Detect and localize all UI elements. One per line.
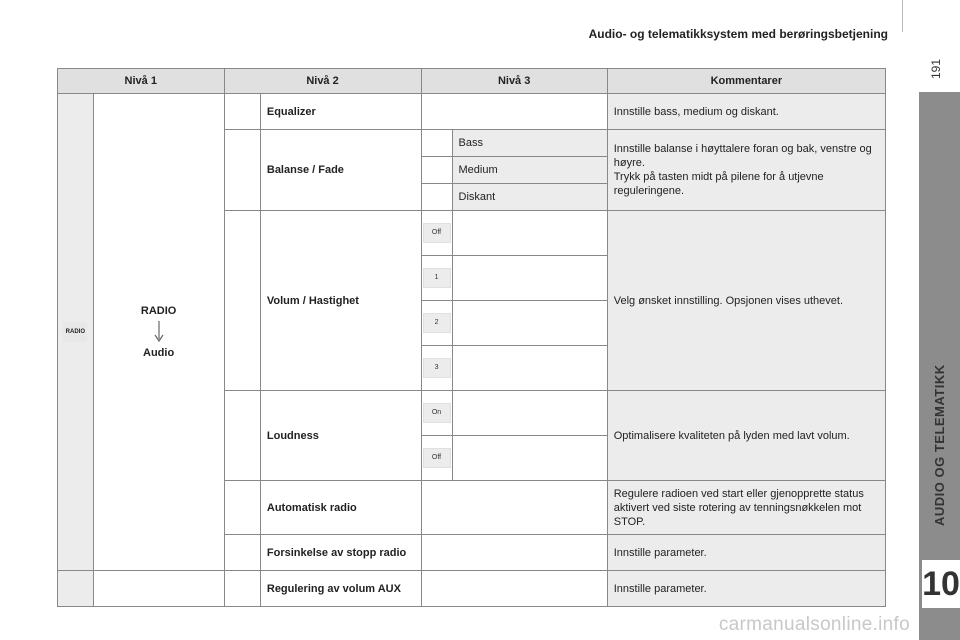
- volume-option-badge: 2: [423, 313, 451, 333]
- blank-cell: [93, 571, 224, 607]
- loudness-option-badge-cell: [421, 391, 452, 436]
- level1-title: RADIO: [140, 305, 177, 317]
- blank-cell: [452, 391, 607, 436]
- auto-radio-name: Automatisk radio: [260, 481, 421, 535]
- blank-cell: [421, 535, 607, 571]
- blank-cell: [421, 157, 452, 184]
- blank-cell: [224, 571, 260, 607]
- level1-subtitle: Audio: [143, 347, 175, 359]
- balance-option: Bass: [452, 130, 607, 157]
- balance-option: Diskant: [452, 184, 607, 211]
- blank-cell: [452, 211, 607, 256]
- aux-comment: Innstille parameter.: [607, 571, 885, 607]
- table-row: [58, 571, 886, 607]
- blank-cell: [421, 184, 452, 211]
- blank-cell: [421, 130, 452, 157]
- blank-cell: [224, 535, 260, 571]
- loudness-comment: Optimalisere kvaliteten på lyden med lavt volum.: [607, 391, 885, 481]
- blank-cell: [421, 571, 607, 607]
- arrow-down-icon: [154, 321, 164, 343]
- page-number: 191: [928, 58, 943, 80]
- blank-cell: [224, 130, 260, 211]
- volume-comment: Velg ønsket innstilling. Opsjonen vises uthevet.: [607, 211, 885, 391]
- delay-comment: Innstille parameter.: [607, 535, 885, 571]
- volume-name: Volum / Hastighet: [260, 211, 421, 391]
- blank-cell: [452, 436, 607, 481]
- header-level-3: Nivå 3: [421, 69, 607, 94]
- chapter-number: 10: [922, 560, 960, 608]
- page-header-title: Audio- og telematikksystem med berøringsbetjening: [588, 27, 888, 41]
- volume-option-badge: 1: [423, 268, 451, 288]
- aux-name: Regulering av volum AUX: [260, 571, 421, 607]
- settings-table: [57, 68, 886, 607]
- watermark: carmanualsonline.info: [718, 614, 910, 635]
- loudness-option-badge: On: [423, 403, 451, 423]
- balance-name: Balanse / Fade: [260, 130, 421, 211]
- volume-option-badge-cell: [421, 211, 452, 256]
- blank-cell: [421, 481, 607, 535]
- loudness-option-badge-cell: [421, 436, 452, 481]
- balance-comment: Innstille balanse i høyttalere foran og bak, venstre og høyre. Trykk på tasten midt på pilene for å utjevne reguleringene.: [607, 130, 885, 211]
- equalizer-name: Equalizer: [260, 94, 421, 130]
- table-header-row: [58, 69, 886, 94]
- volume-option-badge-cell: [421, 346, 452, 391]
- balance-option: Medium: [452, 157, 607, 184]
- blank-cell: [58, 571, 94, 607]
- blank-cell: [452, 256, 607, 301]
- table-row: [58, 94, 886, 130]
- volume-option-badge: 3: [423, 358, 451, 378]
- delay-name: Forsinkelse av stopp radio: [260, 535, 421, 571]
- level1-title-cell: [93, 94, 224, 571]
- equalizer-level3-empty: [421, 94, 607, 130]
- radio-icon: RADIO: [63, 322, 87, 342]
- volume-option-badge: Off: [423, 223, 451, 243]
- blank-cell: [452, 346, 607, 391]
- loudness-option-badge: Off: [423, 448, 451, 468]
- volume-option-badge-cell: [421, 256, 452, 301]
- blank-cell: [452, 301, 607, 346]
- blank-cell: [224, 211, 260, 391]
- blank-cell: [224, 94, 260, 130]
- auto-radio-comment: Regulere radioen ved start eller gjenopprette status aktivert ved siste rotering av tenningsnøkkelen mot STOP.: [607, 481, 885, 535]
- equalizer-comment: Innstille bass, medium og diskant.: [607, 94, 885, 130]
- loudness-name: Loudness: [260, 391, 421, 481]
- header-divider: [902, 0, 903, 32]
- blank-cell: [224, 391, 260, 481]
- header-level-1: Nivå 1: [58, 69, 225, 94]
- level1-icon-cell: [58, 94, 94, 571]
- volume-option-badge-cell: [421, 301, 452, 346]
- chapter-label: AUDIO OG TELEMATIKK: [932, 364, 947, 526]
- header-level-2: Nivå 2: [224, 69, 421, 94]
- blank-cell: [224, 481, 260, 535]
- header-comments: Kommentarer: [607, 69, 885, 94]
